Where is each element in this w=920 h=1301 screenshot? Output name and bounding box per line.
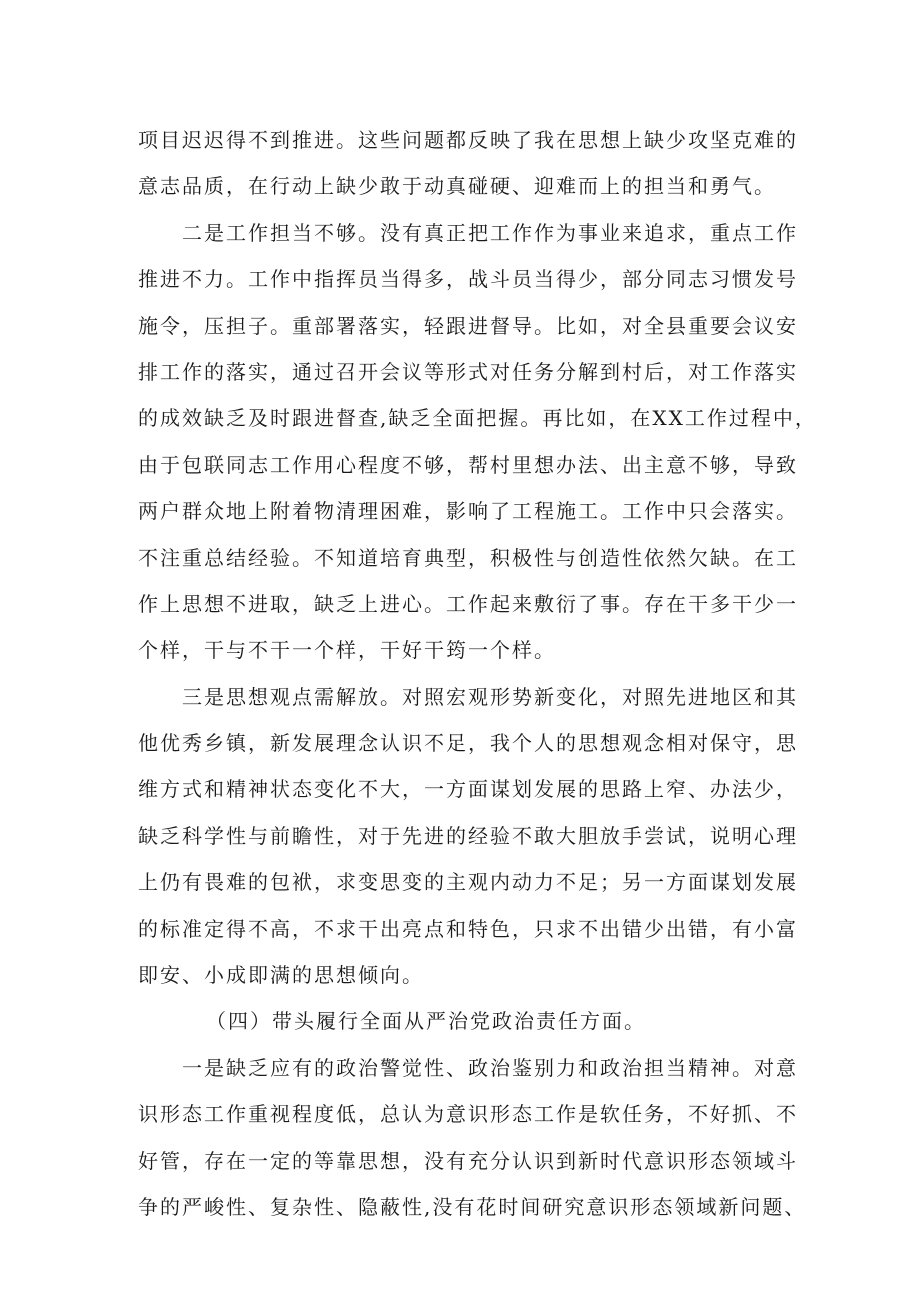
text-line: 的成效缺乏及时跟进督查,缺乏全面把握。再比如，在XX工作过程中， [138,406,817,431]
section-heading: （四）带头履行全面从严治党政治责任方面。 [206,1009,646,1034]
text-line: 不注重总结经验。不知道培育典型，积极性与创造性依然欠缺。在工 [138,545,798,570]
text-line: 项目迟迟得不到推进。这些问题都反映了我在思想上缺少攻坚克难的 [138,128,798,152]
text-line: 的标准定得不高，不求干出亮点和特色，只求不出错少出错，有小富 [138,916,798,941]
text-line: 排工作的落实，通过召开会议等形式对任务分解到村后，对工作落实 [138,359,798,384]
paragraph-first-line: 三是思想观点需解放。对照宏观形势新变化，对照先进地区和其 [182,684,798,709]
text-line: 两户群众地上附着物清理困难，影响了工程施工。工作中只会落实。 [138,499,798,524]
text-line: 由于包联同志工作用心程度不够，帮村里想办法、出主意不够，导致 [138,452,798,477]
document-body [138,117,817,1230]
text-line: 争的严峻性、复杂性、隐蔽性,没有花时间研究意识形态领域新问题、 [138,1194,807,1219]
text-line: 他优秀乡镇，新发展理念认识不足，我个人的思想观念相对保守，思 [138,731,798,756]
text-line: 施令，压担子。重部署落实，轻跟进督导。比如，对全县重要会议安 [138,313,798,338]
paragraph-first-line: 一是缺乏应有的政治警觉性、政治鉴别力和政治担当精神。对意 [182,1055,798,1080]
text-line: 推进不力。工作中指挥员当得多，战斗员当得少，部分同志习惯发号 [138,267,798,292]
text-line: 好管，存在一定的等靠思想，没有充分认识到新时代意识形态领域斗 [138,1148,798,1173]
text-line: 缺乏科学性与前瞻性，对于先进的经验不敢大胆放手尝试，说明心理 [138,823,798,848]
text-line: 即安、小成即满的思想倾向。 [138,963,424,988]
text-line: 意志品质，在行动上缺少敢于动真碰硬、迎难而上的担当和勇气。 [138,174,776,199]
text-line: 维方式和精神状态变化不大，一方面谋划发展的思路上窄、办法少， [138,777,798,802]
text-line: 个样，干与不干一个样，干好干筠一个样。 [138,638,556,663]
text-line: 上仍有畏难的包袱，求变思变的主观内动力不足；另一方面谋划发展 [138,870,798,895]
paragraph-first-line: 二是工作担当不够。没有真正把工作作为事业来追求，重点工作 [182,220,798,245]
text-line: 作上思想不进取，缺乏上进心。工作起来敷衍了事。存在干多干少一 [138,591,798,616]
text-line: 识形态工作重视程度低，总认为意识形态工作是软任务，不好抓、不 [138,1102,798,1127]
